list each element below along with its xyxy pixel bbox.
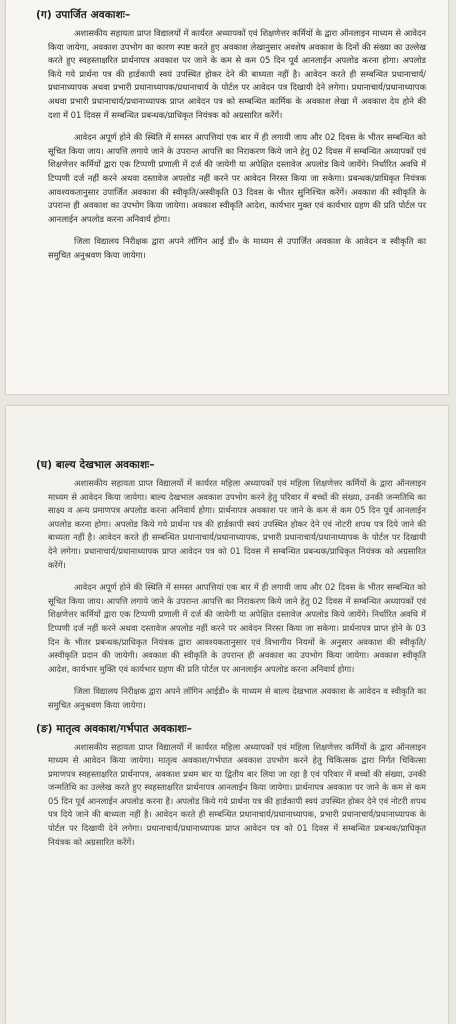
document-page-1 — [6, 0, 448, 394]
page-2-content — [36, 458, 426, 858]
earned-leave-paragraph-3: जिला विद्यालय निरीक्षक द्वारा अपने लॉगिन आई डी० के माध्यम से उपार्जित अवकाश के आवेदन व स्वीकृति का समुचित अनुश्रवण किया जायेगा। — [48, 236, 426, 260]
section-heading-maternity-leave: (ङ) मातृत्व अवकाश/गर्भपात अवकाशः– — [36, 722, 192, 735]
earned-leave-paragraph-2: आवेदन अपूर्ण होने की स्थिति में समस्त आपत्तियां एक बार में ही लगायी जाय और 02 दिवस के भीतर सम्बन्धित को सूचित किया जाय। आपत्ति लगाये जाने के उपरान्त आपत्ति का निराकरण किये जाने हेतु 02 दिवस में सम्बन्धित अध्यापकों एवं शिक्षणेत्तर कर्मियों द्वारा एक टिप्पणी प्रणाली में दर्ज की जायेगी या अपेक्षित दस्तावेज अपलोड किये जायेंगे। निर्धारित अवधि में टिप्पणी दर्ज नहीं करने अथवा दस्तावेज अपलोड नहीं करने पर आवेदन निरस्त किया जा सकेगा। प्रबन्धक/प्राधिकृत नियंत्रक आवश्यकतानुसार उपार्जित अवकाश की स्वीकृति/अस्वीकृति 03 दिवस के भीतर सुनिश्चित करेंगें। अवकाश की स्वीकृति के उपरान्त ही अवकाश का उपभोग किया जायेगा। अवकाश स्वीकृति आदेश, कार्यभार मुक्त एवं कार्यभार ग्रहण की प्रति पोर्टल पर आनलाईन अपलोड करना अनिवार्य होगा। — [48, 132, 426, 224]
child-care-leave-paragraph-1: अशासकीय सहायता प्राप्त विद्यालयों में कार्यरत महिला अध्यापकों एवं महिला शिक्षणेत्तर कर्मियों के द्वारा ऑनलाइन माध्यम से आवेदन किया जायेगा। बाल्य देखभाल अवकाश उपभोग करने हेतु परिवार में बच्चों की संख्या, उनकी जन्मतिथि का साक्ष्य व अन्य प्रमाणपत्र अपलोड करना अनिवार्य होगा। प्रार्थनापत्र अवकाश पर जाने के कम से कम 05 दिन पूर्व आनलाईन अपलोड करना होगा। अपलोड किये गये प्रार्थना पत्र की हार्डकापी स्वयं उपस्थित होकर देने एवं नोटरी शपथ पत्र दिये जाने की बाध्यता नहीं है। आवेदन करते ही सम्बन्धित प्रधानाचार्य/प्रधानाध्यापक, प्रभारी प्रधानाचार्य/प्रधानाध्यापक के पोर्टल पर दिखायी देने लगेगा। प्रधानाचार्य/प्रधानाध्यापक प्राप्त आवेदन पत्र को 01 दिवस में सम्बन्धित प्रबन्धक/प्राधिकृत नियंत्रक को अग्रसारित करेंगें। — [48, 478, 426, 570]
earned-leave-paragraph-1: अशासकीय सहायता प्राप्त विद्यालयों में कार्यरत अध्यापकों एवं शिक्षणेत्तर कर्मियों के द्वारा ऑनलाइन माध्यम से आवेदन किया जायेगा, अवकाश उपभोग का कारण स्पष्ट करते हुए अवकाश लेखानुसार अवशेष अवकाश के दिनों की संख्या का उल्लेख करते हुए स्वहस्ताक्षरित प्रार्थनापत्र अवकाश पर जाने के कम से कम 05 दिन पूर्व आनलाईन अपलोड करना होगा। अपलोड किये गये प्रार्थना पत्र की हार्डकापी स्वयं उपस्थित होकर देने की बाध्यता नहीं है। आवेदन करते ही सम्बन्धित प्रधानाचार्य/प्रधानाध्यापक अथवा प्रभारी प्रधानाध्यापक/प्रधानाचार्य के पोर्टल पर आवेदन पत्र दिखायी देने लगेगा। प्रधानाचार्य/प्रधानाध्यापक अथवा प्रभारी प्रधानाचार्य/प्रधानाध्यापक प्राप्त आवेदन पत्र को सम्बन्धित कार्मिक के अवकाश लेखा में अवकाश देय होने की दशा में 01 दिवस में सम्बन्धित प्रबन्धक/प्राधिकृत नियंत्रक को अग्रसारित करेंगें। — [48, 28, 426, 120]
page-1-content — [36, 8, 426, 272]
section-heading-earned-leave: (ग) उपार्जित अवकाशः– — [36, 9, 131, 21]
document-page-2 — [6, 406, 448, 1024]
maternity-leave-paragraph-1: अशासकीय सहायता प्राप्त विद्यालयों में कार्यरत महिला अध्यापकों एवं महिला शिक्षणेत्तर कर्मियों के द्वारा ऑनलाइन माध्यम से आवेदन किया जायेगा। मातृत्व अवकाश/गर्भपात अवकाश उपभोग करने हेतु चिकित्सक द्वारा निर्गत चिकित्सा प्रमाणपत्र स्वहस्ताक्षरित प्रार्थनापत्र, अवकाश प्रथम बार या द्वितीय बार लिया जा रहा है एवं परिवार में बच्चों की संख्या, उनकी जन्मतिथि का उल्लेख करते हुए स्वहस्ताक्षरित प्रार्थनापत्र आनलाईन किया जायेगा। प्रार्थनापत्र अवकाश पर जाने के कम से कम 05 दिन पूर्व आनलाईन अपलोड करना है। अपलोड किये गये प्रार्थना पत्र की हार्डकापी स्वयं उपस्थित होकर देने एवं नोटरी शपथ पत्र दिये जाने की बाध्यता नहीं है। आवेदन करते ही सम्बन्धित प्रधानाचार्य/प्रधानाध्यापक, प्रभारी प्रधानाचार्य/प्रधानाध्यापक के पोर्टल पर दिखायी देने लगेगा। प्रधानाचार्य/प्रधानाध्यापक प्राप्त आवेदन पत्र को 01 दिवस में सम्बन्धित प्रबन्धक/प्राधिकृत नियंत्रक को अग्रसारित करेंगें। — [48, 741, 426, 847]
section-heading-child-care-leave: (घ) बाल्य देखभाल अवकाशः– — [36, 459, 155, 471]
child-care-leave-paragraph-2: आवेदन अपूर्ण होने की स्थिति में समस्त आपत्तियां एक बार में ही लगायी जाय और 02 दिवस के भीतर सम्बन्धित को सूचित किया जाय। आपत्ति लगाये जाने के उपरान्त आपत्ति का निराकरण किये जाने हेतु 02 दिवस में सम्बन्धित अध्यापकों एवं शिक्षणेत्तर कर्मियों द्वारा एक टिप्पणी प्रणाली में दर्ज की जायेगी या अपेक्षित दस्तावेज अपलोड किये जायेंगे। निर्धारित अवधि में टिप्पणी दर्ज नहीं करने अथवा दस्तावेज अपलोड नहीं करने पर आवेदन निरस्त किया जा सकेगा। प्रार्थनापत्र प्राप्त होने के 03 दिन के भीतर प्रबन्धक/प्राधिकृत नियंत्रक द्वारा आवश्यकतानुसार एवं विभागीय नियमों के अनुसार अवकाश की स्वीकृति/अस्वीकृति प्रदान की जायेगी। अवकाश की स्वीकृति के उपरान्त ही अवकाश का उपभोग किया जायेगा। अवकाश स्वीकृति आदेश, कार्यभार मुक्ति एवं कार्यभार ग्रहण की प्रति पोर्टल पर आनलाईन अपलोड करना अनिवार्य होगा। — [48, 582, 426, 674]
child-care-leave-paragraph-3: जिला विद्यालय निरीक्षक द्वारा अपने लॉगिन आईडी० के माध्यम से बाल्य देखभाल अवकाश के आवेदन व स्वीकृति का समुचित अनुश्रवण किया जायेगा। — [48, 686, 426, 710]
